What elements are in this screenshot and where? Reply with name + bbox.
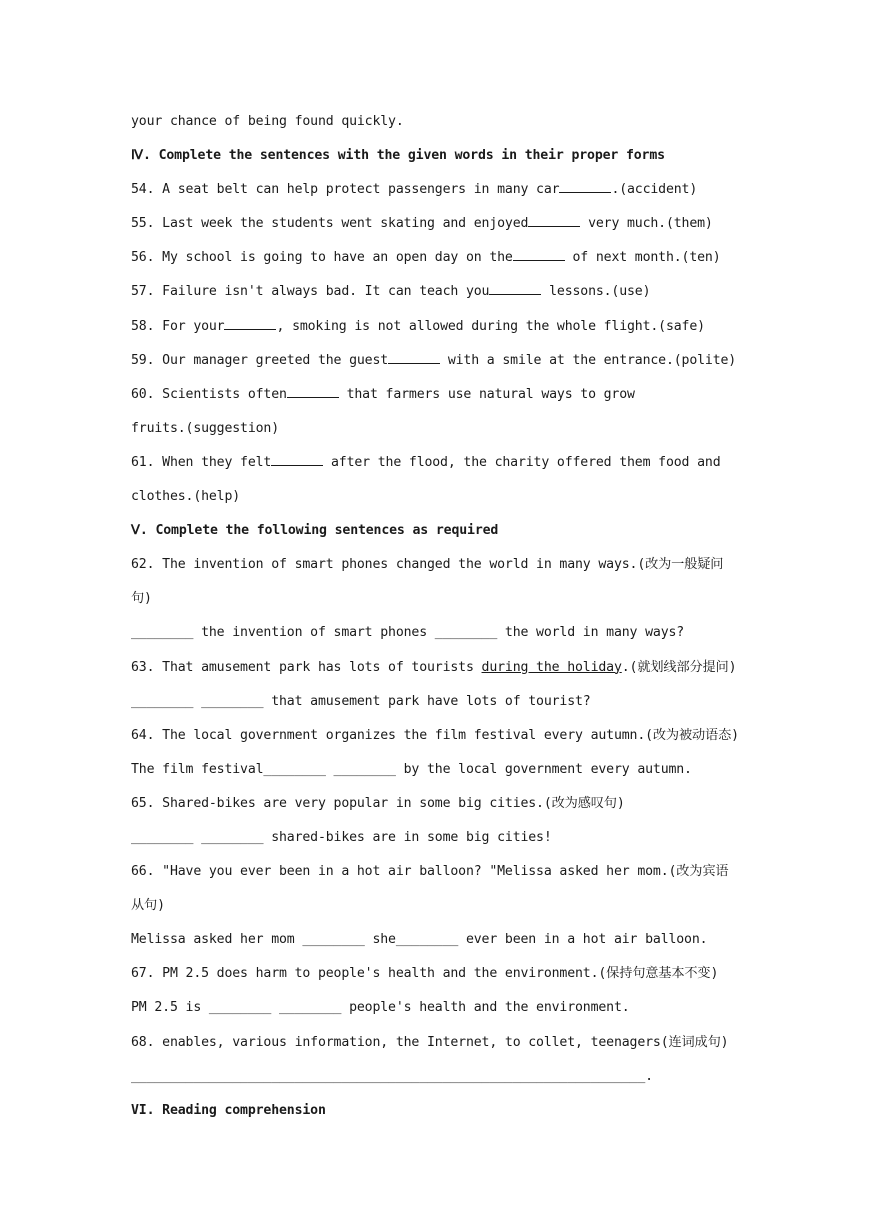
question-55: 55. Last week the students went skating and enjoyed very much.(them) (131, 210, 751, 244)
question-56: 56. My school is going to have an open day on the of next month.(ten) (131, 244, 751, 278)
question-68-answer[interactable]: __________________________________________________________________. (131, 1068, 653, 1084)
question-64-answer[interactable]: The film festival________ ________ by the local government every autumn. (131, 761, 692, 777)
section-6-heading: VI. Reading comprehension (131, 1102, 326, 1118)
question-60-continued: fruits.(suggestion) (131, 420, 280, 436)
question-58: 58. For your , smoking is not allowed during the whole flight.(safe) (131, 313, 751, 347)
answer-blank[interactable] (287, 383, 339, 398)
question-66-continued: 从句) (131, 898, 165, 914)
question-65-answer[interactable]: ________ ________ shared-bikes are in some big cities! (131, 829, 552, 845)
question-62-answer[interactable]: ________ the invention of smart phones ________ the world in many ways? (131, 625, 685, 641)
question-67: 67. PM 2.5 does harm to people's health and the environment.(保持句意基本不变) (131, 966, 719, 982)
underlined-phrase: during the holiday (481, 659, 622, 675)
answer-blank[interactable] (388, 349, 440, 364)
question-67-answer[interactable]: PM 2.5 is ________ ________ people's health and the environment. (131, 1000, 630, 1016)
answer-blank[interactable] (224, 315, 276, 330)
question-54: 54. A seat belt can help protect passengers in many car .(accident) (131, 176, 751, 210)
question-62: 62. The invention of smart phones changed the world in many ways.(改为一般疑问 (131, 557, 724, 573)
question-68: 68. enables, various information, the Internet, to collet, teenagers(连词成句) (131, 1034, 729, 1050)
question-66: 66. "Have you ever been in a hot air balloon? "Melissa asked her mom.(改为宾语 (131, 864, 729, 880)
answer-blank[interactable] (513, 246, 565, 261)
question-57: 57. Failure isn't always bad. It can teach you lessons.(use) (131, 278, 751, 312)
answer-blank[interactable] (559, 178, 611, 193)
section-4-heading: Ⅳ. Complete the sentences with the given words in their proper forms (131, 148, 665, 164)
question-63: 63. That amusement park has lots of tourists during the holiday.(就划线部分提问) (131, 659, 737, 675)
question-61: 61. When they felt after the flood, the charity offered them food and (131, 449, 751, 483)
section-5-heading: Ⅴ. Complete the following sentences as required (131, 523, 499, 539)
answer-blank[interactable] (271, 451, 323, 466)
answer-blank[interactable] (528, 212, 580, 227)
question-61-continued: clothes.(help) (131, 489, 241, 505)
question-65: 65. Shared-bikes are very popular in some big cities.(改为感叹句) (131, 795, 625, 811)
answer-blank[interactable] (489, 280, 541, 295)
question-66-answer[interactable]: Melissa asked her mom ________ she________ ever been in a hot air balloon. (131, 932, 708, 948)
question-60: 60. Scientists often that farmers use natural ways to grow (131, 381, 751, 415)
question-63-answer[interactable]: ________ ________ that amusement park have lots of tourist? (131, 693, 591, 709)
question-62-continued: 句) (131, 591, 152, 607)
worksheet-page (131, 108, 751, 1131)
intro-line: your chance of being found quickly. (131, 114, 404, 129)
question-64: 64. The local government organizes the film festival every autumn.(改为被动语态) (131, 727, 739, 743)
question-59: 59. Our manager greeted the guest with a smile at the entrance.(polite) (131, 347, 751, 381)
